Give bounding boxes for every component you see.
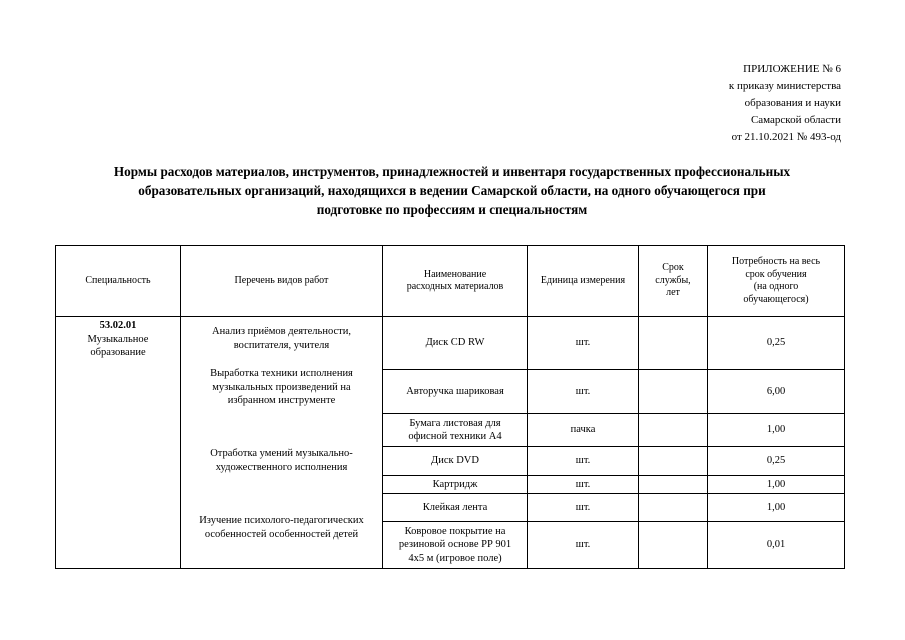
- unit-cell: пачка: [528, 414, 639, 447]
- specialty-name: Музыкальное: [87, 333, 149, 345]
- header-works: Перечень видов работ: [181, 246, 383, 317]
- material-cell: Диск DVD: [383, 447, 528, 476]
- material-cell: Ковровое покрытие на резиновой основе РР 901 4х5 м (игровое поле): [383, 522, 528, 569]
- table-row: [56, 317, 845, 370]
- header-specialty: Специальность: [56, 246, 181, 317]
- need-cell: 1,00: [708, 476, 845, 494]
- unit-cell: шт.: [528, 522, 639, 569]
- specialty-cell: [56, 317, 181, 569]
- material-cell: Бумага листовая для офисной техники А4: [383, 414, 528, 447]
- material-cell: Диск CD RW: [383, 317, 528, 370]
- need-cell: 1,00: [708, 414, 845, 447]
- appendix-line: от 21.10.2021 № 493-од: [731, 131, 841, 143]
- work-item: Отработка умений музыкально- художественного исполнения: [210, 448, 353, 473]
- work-item: Изучение психолого-педагогических особенностей особенностей детей: [199, 515, 364, 540]
- appendix-line: к приказу министерства: [728, 80, 841, 92]
- specialty-code: 53.02.01: [99, 320, 137, 331]
- work-item: Анализ приёмов деятельности, воспитателя, учителя: [212, 326, 351, 351]
- appendix-line: ПРИЛОЖЕНИЕ № 6: [743, 63, 841, 75]
- header-unit: Единица измерения: [528, 246, 639, 317]
- header-service-life: Срок службы, лет: [639, 246, 708, 317]
- works-cell: [181, 317, 383, 569]
- life-cell: [639, 494, 708, 522]
- material-cell: Клейкая лента: [383, 494, 528, 522]
- appendix-line: образования и науки: [744, 97, 841, 109]
- unit-cell: шт.: [528, 494, 639, 522]
- unit-cell: шт.: [528, 447, 639, 476]
- life-cell: [639, 317, 708, 370]
- header-materials: Наименование расходных материалов: [383, 246, 528, 317]
- unit-cell: шт.: [528, 370, 639, 414]
- unit-cell: шт.: [528, 476, 639, 494]
- work-item: Выработка техники исполнения музыкальных произведений на избранном инструменте: [210, 368, 353, 406]
- appendix-line: Самарской области: [750, 114, 841, 126]
- norms-table: [55, 245, 845, 569]
- material-cell: Авторучка шариковая: [383, 370, 528, 414]
- specialty-name: образование: [90, 347, 146, 358]
- header-need: Потребность на весь срок обучения (на одного обучающегося): [708, 246, 845, 317]
- title-line: образовательных организаций, находящихся в ведении Самарской области, на одного обучающегося при: [138, 183, 766, 198]
- title-line: подготовке по профессиям и специальностям: [316, 202, 588, 217]
- need-cell: 0,01: [708, 522, 845, 569]
- appendix-block: [641, 61, 841, 146]
- need-cell: 6,00: [708, 370, 845, 414]
- life-cell: [639, 370, 708, 414]
- unit-cell: шт.: [528, 317, 639, 370]
- need-cell: 1,00: [708, 494, 845, 522]
- life-cell: [639, 414, 708, 447]
- need-cell: 0,25: [708, 317, 845, 370]
- life-cell: [639, 522, 708, 569]
- table-header-row: [56, 246, 845, 317]
- material-cell: Картридж: [383, 476, 528, 494]
- title-line: Нормы расходов материалов, инструментов, принадлежностей и инвентаря государственных профессиональных: [113, 164, 791, 179]
- need-cell: 0,25: [708, 447, 845, 476]
- life-cell: [639, 476, 708, 494]
- life-cell: [639, 447, 708, 476]
- document-title: [52, 162, 852, 219]
